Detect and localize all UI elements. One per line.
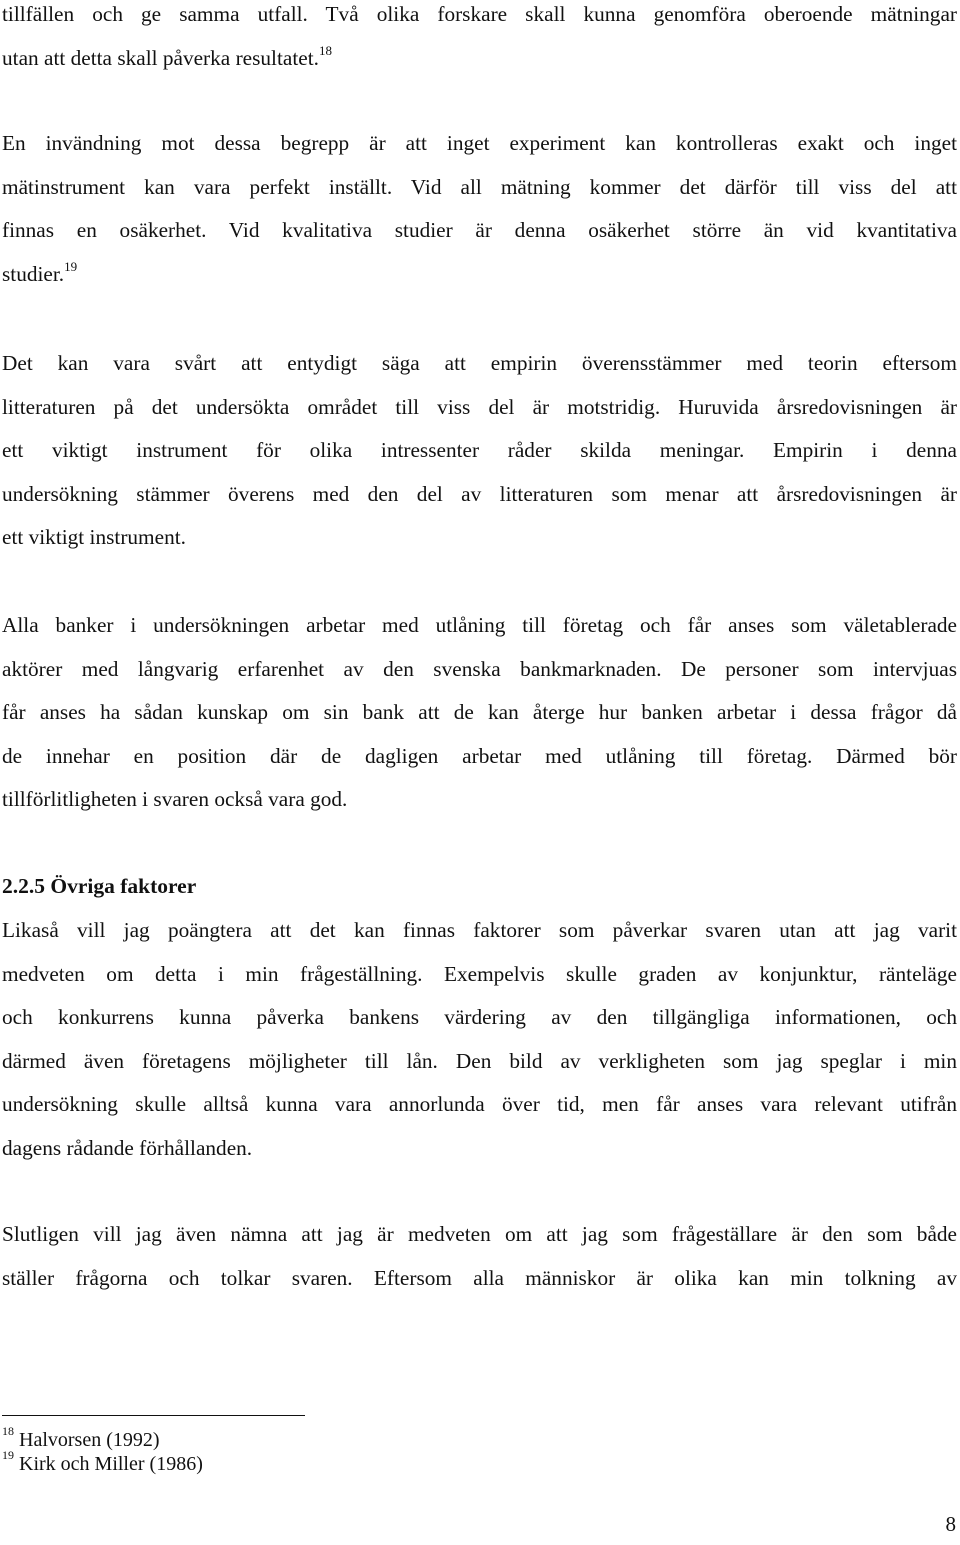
- page-number: 8: [945, 1512, 956, 1536]
- paragraph-empirical-agreement: [2, 342, 957, 560]
- text-line: Likaså vill jag poängtera att det kan finnas faktorer som påverkar svaren utan att jag varit: [2, 918, 957, 942]
- text-line: finnas en osäkerhet. Vid kvalitativa studier är denna osäkerhet större än vid kvantitativa: [2, 218, 957, 243]
- text-line: undersökning skulle alltså kunna vara annorlunda över tid, men får anses vara relevant utifrån: [2, 1092, 957, 1117]
- text-line: litteraturen på det undersökta området till viss del är motstridig. Huruvida årsredovisningen är: [2, 394, 957, 419]
- text-line: undersökning stämmer överens med den del av litteraturen som menar att årsredovisningen är: [2, 481, 957, 506]
- text-line: ett viktigt instrument.: [2, 525, 186, 550]
- text-line: aktörer med långvarig erfarenhet av den svenska bankmarknaden. De personer som intervjuas: [2, 656, 957, 681]
- footnote-ref-18: 18: [318, 42, 332, 58]
- text-line: Alla banker i undersökningen arbetar med utlåning till företag och får anses som väletablerade: [2, 613, 957, 637]
- paragraph-interviewer-bias: [2, 1213, 957, 1300]
- text-line: utan att detta skall påverka resultatet.$^{18}$: [2, 42, 332, 70]
- footnote-18: $^{18}$ Halvorsen (1992): [2, 1424, 160, 1451]
- paragraph-bank-respondents: [2, 604, 957, 822]
- text-line: därmed även företagens möjligheter till lån. Den bild av verkligheten som jag speglar i min: [2, 1048, 957, 1073]
- text-line: de innehar en position där de dagligen arbetar med utlåning till företag. Därmed bör: [2, 743, 957, 768]
- text-line: ställer frågorna och tolkar svaren. Eftersom alla människor är olika kan min tolkning av: [2, 1265, 957, 1290]
- text-line: Slutligen vill jag även nämna att jag är medveten om att jag som frågeställare är den som både: [2, 1222, 957, 1246]
- section-heading: 2.2.5 Övriga faktorer: [2, 874, 197, 898]
- text-line: och konkurrens kunna påverka bankens värdering av den tillgängliga informationen, och: [2, 1005, 957, 1030]
- footnotes: [2, 1424, 203, 1476]
- text-line: tillfällen och ge samma utfall. Två olika forskare skall kunna genomföra oberoende mätningar: [2, 2, 957, 26]
- text-line: En invändning mot dessa begrepp är att inget experiment kan kontrolleras exakt och inget: [2, 131, 957, 155]
- text-line: studier.$^{19}$: [2, 258, 78, 286]
- text-line: får anses ha sådan kunskap om sin bank att de kan återge hur banken arbetar i dessa frågor då: [2, 700, 957, 725]
- text-line: tillförlitligheten i svaren också vara god.: [2, 787, 348, 812]
- text-line: ett viktigt instrument för olika intressenter råder skilda meningar. Empirin i denna: [2, 438, 957, 463]
- text-line: medveten om detta i min frågeställning. Exempelvis skulle graden av konjunktur, ränteläge: [2, 961, 957, 986]
- text-line: dagens rådande förhållanden.: [2, 1135, 253, 1160]
- footnote-separator: [2, 1415, 305, 1416]
- text-line: Det kan vara svårt att entydigt säga att empirin överensstämmer med teorin eftersom: [2, 351, 957, 375]
- paragraph-measurement-uncertainty: [2, 122, 957, 296]
- paragraph-reliability: [2, 0, 957, 80]
- footnote-19: $^{19}$ Kirk och Miller (1986): [2, 1448, 203, 1475]
- footnote-ref-19: 19: [64, 258, 78, 274]
- text-line: mätinstrument kan vara perfekt inställt. Vid all mätning kommer det därför till viss del att: [2, 174, 957, 199]
- paragraph-other-factors: [2, 909, 957, 1171]
